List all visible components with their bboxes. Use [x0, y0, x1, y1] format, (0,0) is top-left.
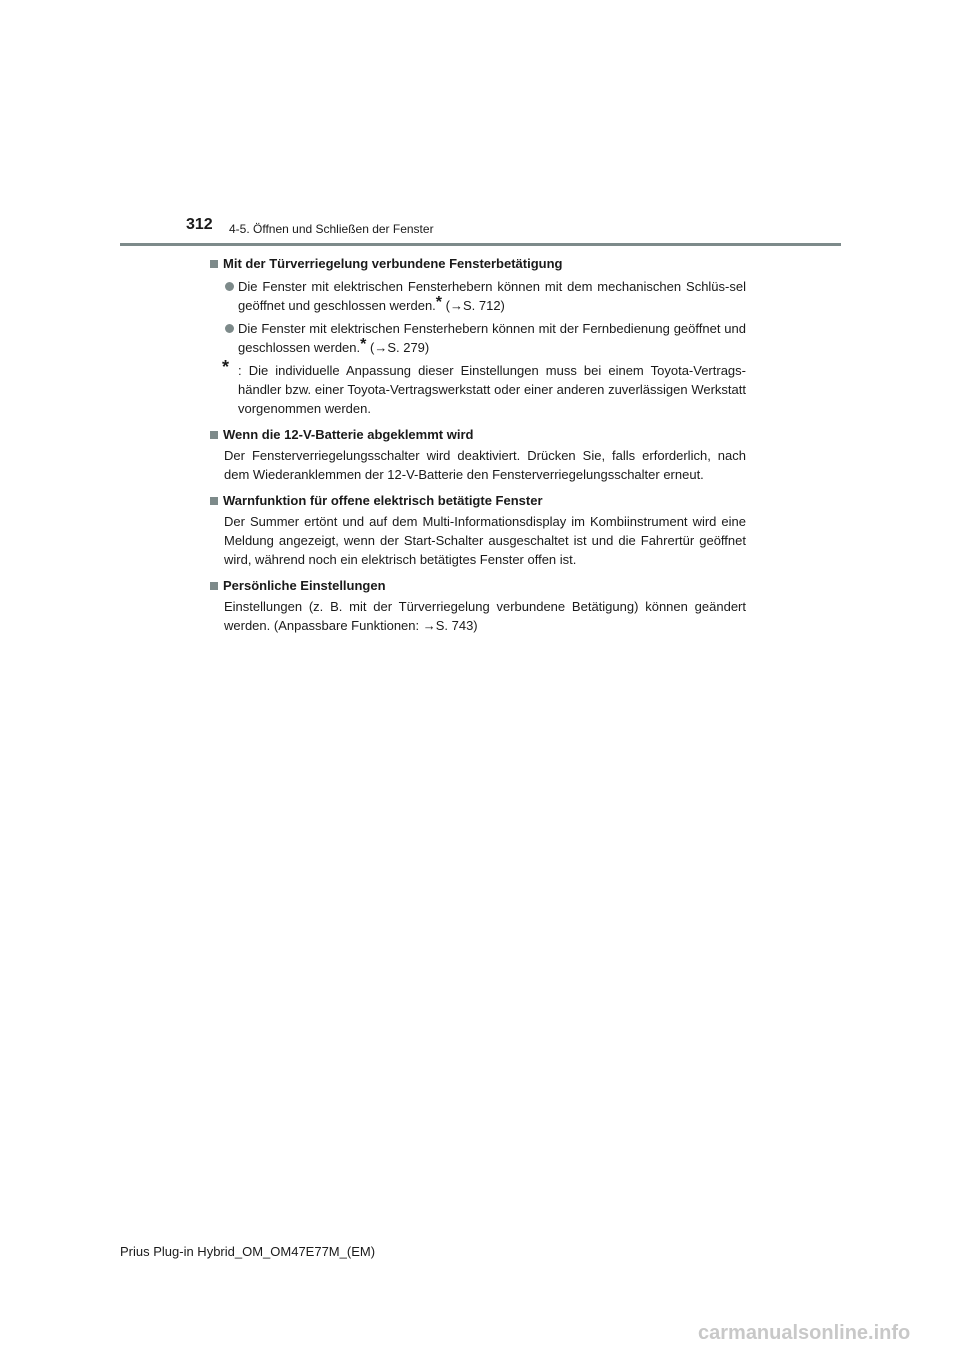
footnote-star: *	[435, 294, 443, 311]
list-item	[210, 319, 746, 357]
section-heading	[210, 491, 746, 510]
section-title: 4-5. Öffnen und Schließen der Fenster	[229, 222, 434, 236]
footnote-mark: *	[222, 357, 230, 377]
paragraph: Der Summer ertönt und auf dem Multi-Informationsdisplay im Kombiinstrument wird eine Meldung angezeigt, wenn der Start-Schalter ausgeschaltet ist und die Fahrertür geöffnet wird, während noch ein elektrisch betätigtes Fenster offen ist.	[224, 514, 746, 567]
page-reference-link[interactable]: (→S. 712)	[442, 298, 505, 313]
bullet-text: Die Fenster mit elektrischen Fensterhebern können mit dem mechanischen Schlüs-sel geöffnet und geschlossen werden.	[238, 279, 746, 313]
paragraph: Einstellungen (z. B. mit der Türverriegelung verbundene Betätigung) können geändert werden. (Anpassbare Funktionen: →S. 743)	[224, 599, 746, 633]
circle-bullet-icon	[225, 282, 234, 291]
section-heading	[210, 425, 746, 444]
bullet-text: Die Fenster mit elektrischen Fensterhebern können mit der Fernbedienung geöffnet und geschlossen werden.	[238, 321, 746, 355]
heading-text: Warnfunktion für offene elektrisch betätigte Fenster	[223, 493, 543, 508]
header-rule	[120, 243, 841, 246]
footnote	[210, 357, 746, 418]
paragraph: Der Fensterverriegelungsschalter wird deaktiviert. Drücken Sie, falls erforderlich, nach dem Wiederanklemmen der 12-V-Batterie den Fensterverriegelungsschalter erneut.	[224, 448, 746, 482]
manual-footer: Prius Plug-in Hybrid_OM_OM47E77M_(EM)	[120, 1244, 376, 1259]
heading-text: Mit der Türverriegelung verbundene Fensterbetätigung	[223, 256, 563, 271]
footnote-text: : Die individuelle Anpassung dieser Einstellungen muss bei einem Toyota-Vertrags-händler bzw. einer Toyota-Vertragswerkstatt oder einer anderen zuverlässigen Werkstatt vorgenommen werden.	[238, 363, 746, 416]
square-bullet-icon	[210, 582, 218, 590]
heading-text: Wenn die 12-V-Batterie abgeklemmt wird	[223, 427, 474, 442]
list-item	[210, 277, 746, 315]
circle-bullet-icon	[225, 324, 234, 333]
square-bullet-icon	[210, 431, 218, 439]
page-number: 312	[186, 216, 213, 233]
footnote-star: *	[360, 336, 367, 353]
page-content	[210, 254, 746, 635]
square-bullet-icon	[210, 497, 218, 505]
square-bullet-icon	[210, 260, 218, 268]
watermark[interactable]: carmanualsonline.info	[698, 1322, 911, 1344]
heading-text: Persönliche Einstellungen	[223, 578, 386, 593]
section-heading	[210, 576, 746, 595]
page-reference-link[interactable]: (→S. 279)	[366, 340, 430, 355]
section-heading	[210, 254, 746, 273]
